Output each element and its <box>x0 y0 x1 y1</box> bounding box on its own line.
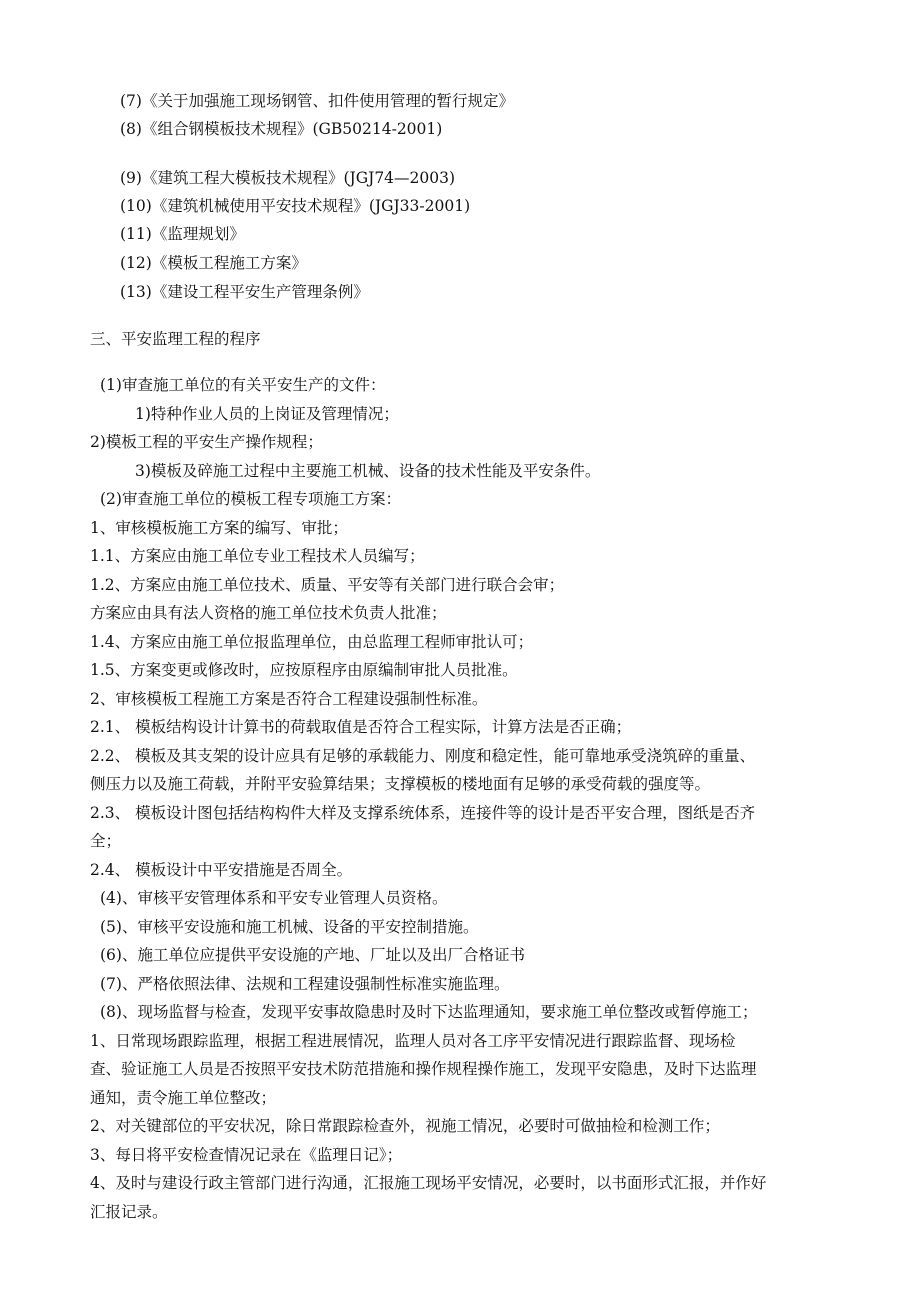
text-line: 2、审核模板工程施工方案是否符合工程建设强制性标准。 <box>90 690 488 708</box>
text-line: 通知，责令施工单位整改； <box>90 1089 277 1107</box>
text-line: 1.5、方案变更或修改时，应按原程序由原编制审批人员批准。 <box>90 661 518 679</box>
text-line: 2.2、 模板及其支架的设计应具有足够的承载能力、刚度和稳定性，能可靠地承受浇筑碎的重量、 <box>90 747 756 765</box>
reference-item-13: (13)《建设工程平安生产管理条例》 <box>120 283 369 301</box>
reference-item-12: (12)《模板工程施工方案》 <box>120 254 307 272</box>
reference-item-9: (9)《建筑工程大模板技术规程》(JGJ74—2003) <box>120 169 456 187</box>
text-line: 1.1、方案应由施工单位专业工程技术人员编写； <box>90 547 425 565</box>
text-line: (1)审查施工单位的有关平安生产的文件： <box>100 376 386 394</box>
text-line: (2)审查施工单位的模板工程专项施工方案： <box>100 490 401 508</box>
text-line: 3、每日将平安检查情况记录在《监理日记》； <box>90 1146 403 1164</box>
text-line: 3)模板及碎施工过程中主要施工机械、设备的技术性能及平安条件。 <box>135 462 601 480</box>
text-line: (8)、现场监督与检查，发现平安事故隐患时及时下达监理通知，要求施工单位整改或暂停施工； <box>100 1003 758 1021</box>
text-line: 1、日常现场跟踪监理，根据工程进展情况，监理人员对各工序平安情况进行跟踪监督、现场检 <box>90 1032 736 1050</box>
text-line: 1)特种作业人员的上岗证及管理情况； <box>135 405 399 423</box>
text-line: 1、审核模板施工方案的编写、审批； <box>90 519 348 537</box>
text-line: 1.4、方案应由施工单位报监理单位，由总监理工程师审批认可； <box>90 633 534 651</box>
reference-item-8: (8)《组合钢模板技术规程》(GB50214-2001) <box>120 120 443 138</box>
text-line: 4、及时与建设行政主管部门进行沟通，汇报施工现场平安情况，必要时，以书面形式汇报，并作好 <box>90 1174 767 1192</box>
reference-item-10: (10)《建筑机械使用平安技术规程》(JGJ33-2001) <box>120 197 471 215</box>
text-line: 全； <box>90 832 122 850</box>
reference-item-11: (11)《监理规划》 <box>120 225 245 243</box>
text-line: (5)、审核平安设施和施工机械、设备的平安控制措施。 <box>100 918 479 936</box>
text-line: 2、对关键部位的平安状况，除日常跟踪检查外，视施工情况，必要时可做抽检和检测工作； <box>90 1117 720 1135</box>
text-line: 2)模板工程的平安生产操作规程； <box>90 433 323 451</box>
text-line: 侧压力以及施工荷载，并附平安验算结果；支撑模板的楼地面有足够的承受荷载的强度等。 <box>90 775 711 793</box>
text-line: 查、验证施工人员是否按照平安技术防范措施和操作规程操作施工，发现平安隐患，及时下达监理 <box>90 1060 757 1078</box>
section-heading: 三、平安监理工程的程序 <box>90 330 261 348</box>
text-line: (7)、严格依照法律、法规和工程建设强制性标准实施监理。 <box>100 975 510 993</box>
text-line: 汇报记录。 <box>90 1203 168 1221</box>
text-line: 2.1、 模板结构设计计算书的荷载取值是否符合工程实际，计算方法是否正确； <box>90 718 632 736</box>
text-line: 2.4、 模板设计中平安措施是否周全。 <box>90 861 353 879</box>
text-line: 方案应由具有法人资格的施工单位技术负责人批准； <box>90 604 447 622</box>
text-line: 2.3、 模板设计图包括结构构件大样及支撑系统体系，连接件等的设计是否平安合理，图纸是否齐 <box>90 804 756 822</box>
text-line: (4)、审核平安管理体系和平安专业管理人员资格。 <box>100 889 448 907</box>
text-line: 1.2、方案应由施工单位技术、质量、平安等有关部门进行联合会审； <box>90 576 565 594</box>
reference-item-7: (7)《关于加强施工现场钢管、扣件使用管理的暂行规定》 <box>120 92 514 110</box>
text-line: (6)、施工单位应提供平安设施的产地、厂址以及出厂合格证书 <box>100 946 525 964</box>
